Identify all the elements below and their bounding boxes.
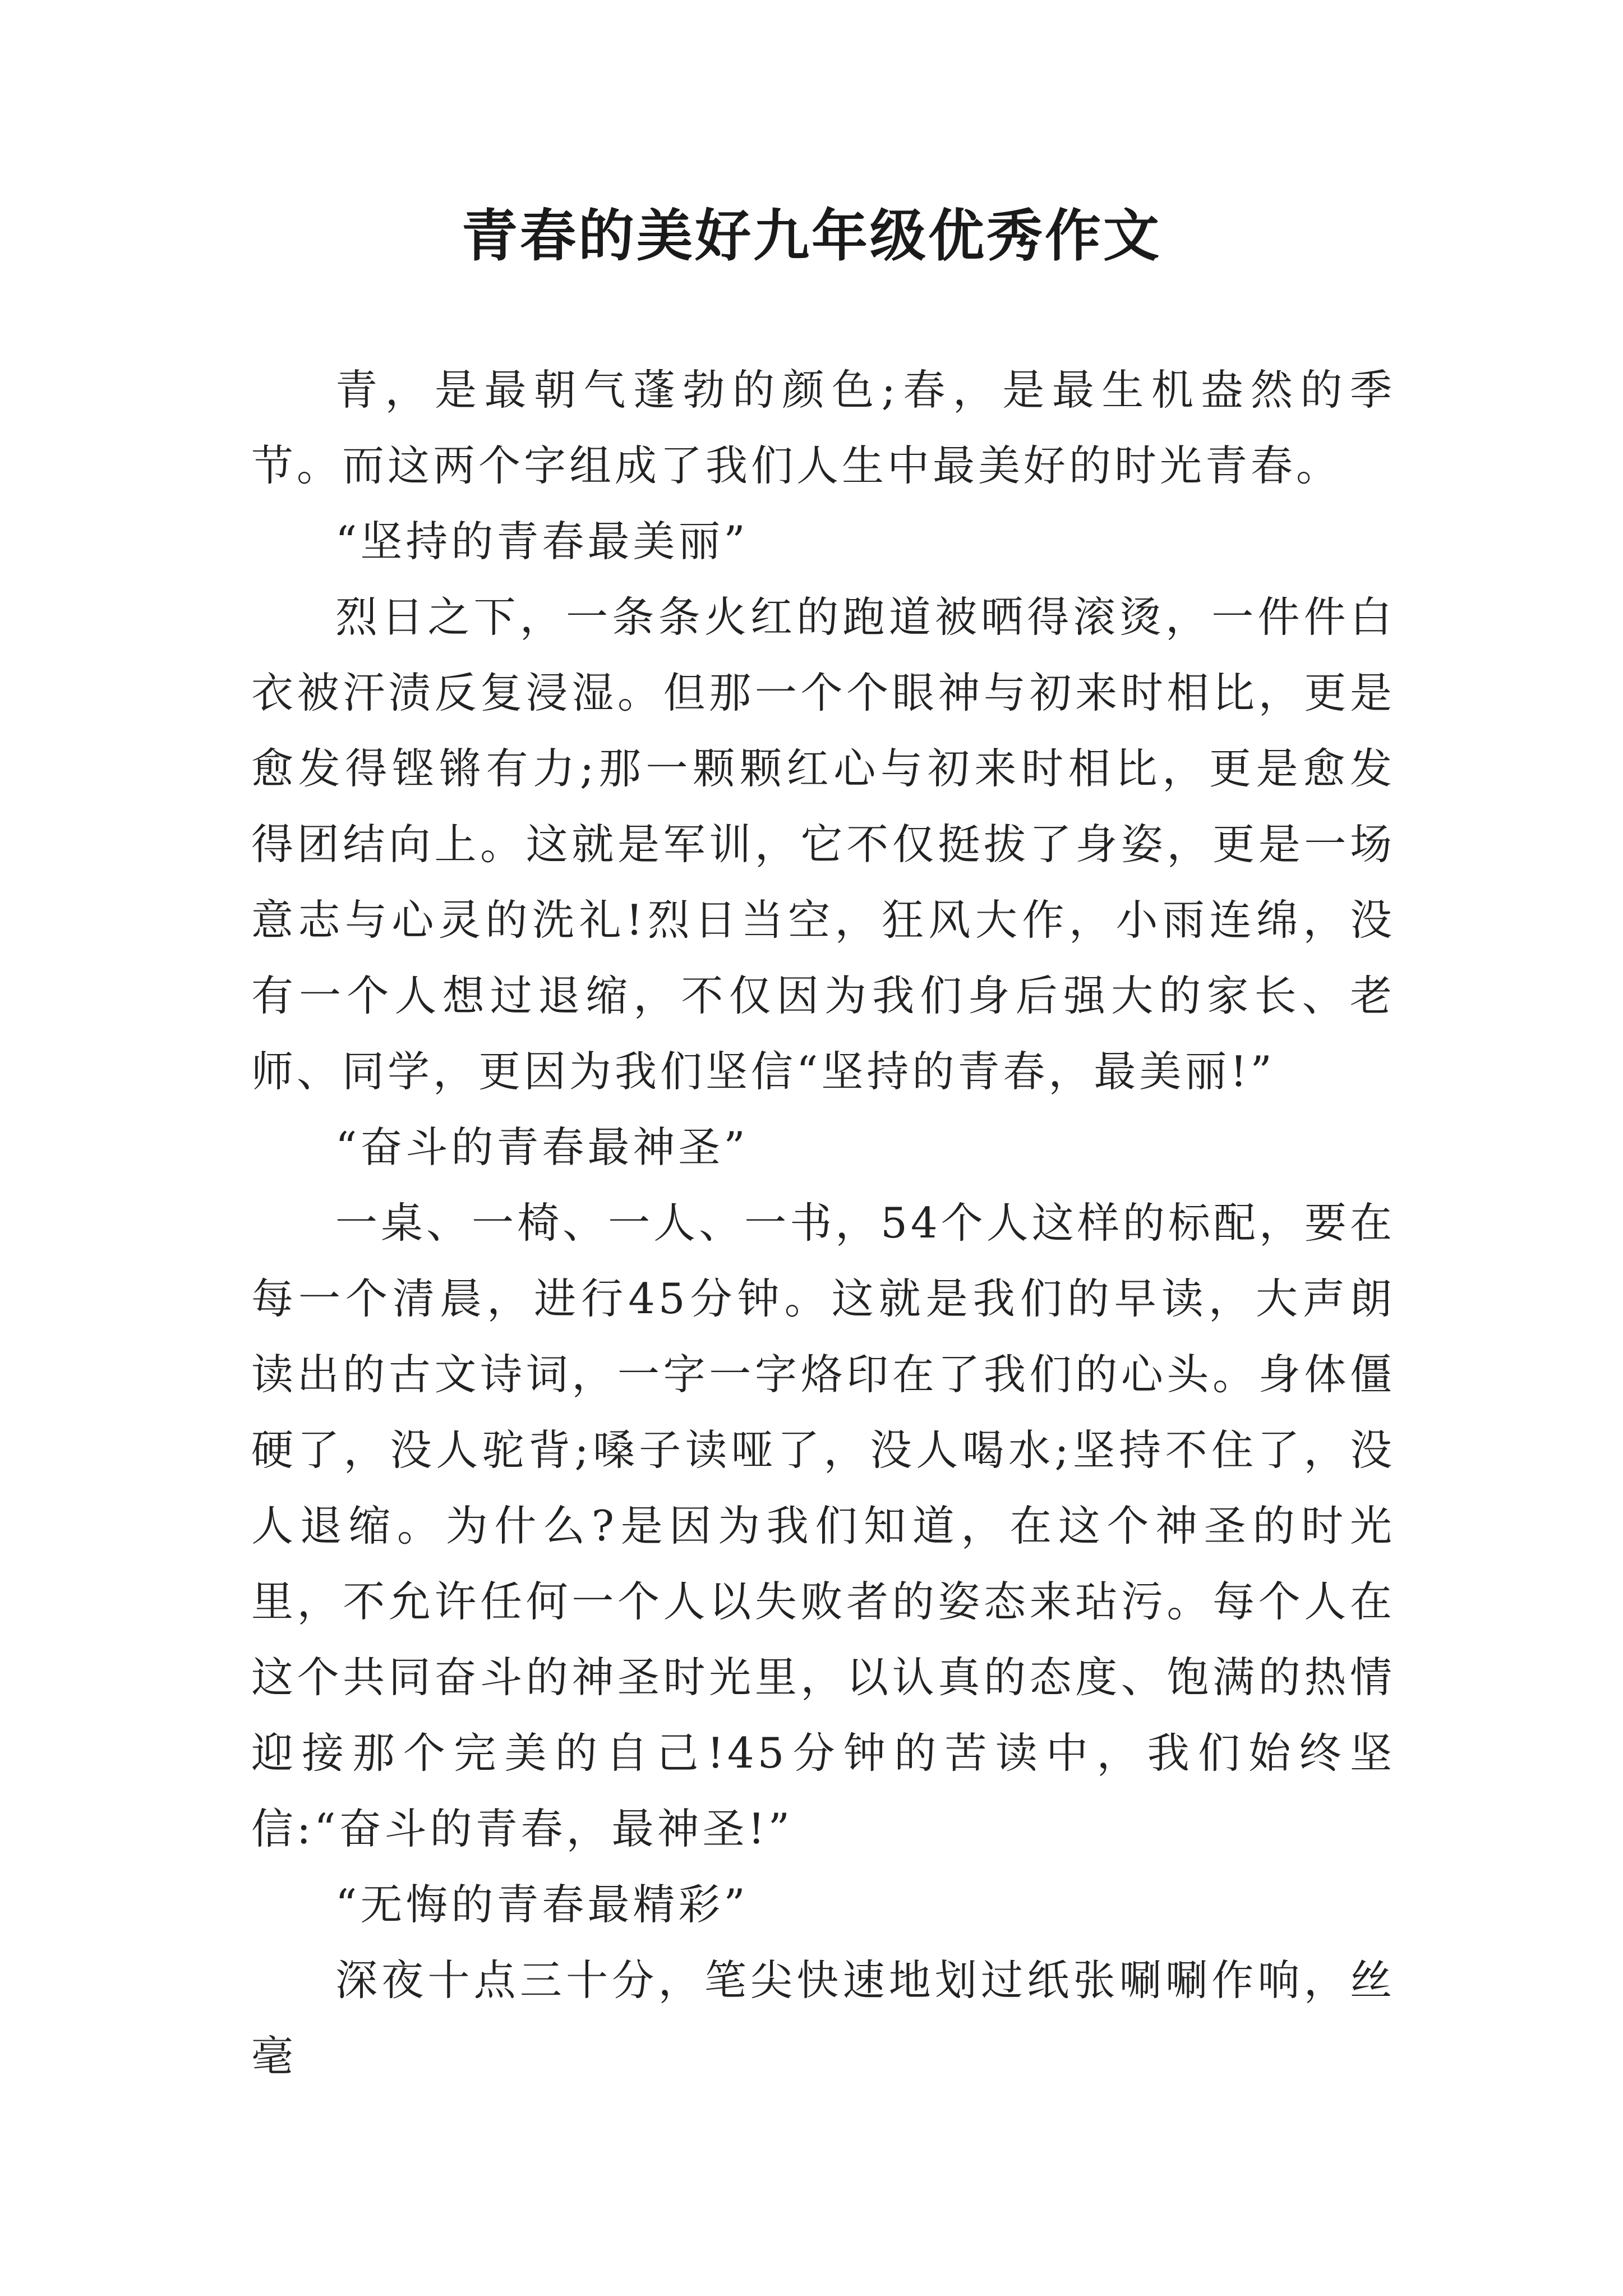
document-body [251, 352, 1395, 2094]
paragraph-late-night: 深夜十点三十分，笔尖快速地划过纸张唰唰作响，丝毫 [251, 1955, 1395, 2081]
document-title: 青春的美好九年级优秀作文 [462, 203, 1161, 269]
paragraph-military-training: 烈日之下，一条条火红的跑道被晒得滚烫，一件件白衣被汗渍反复浸湿。但那一个个眼神与初来时相比，更是愈发得铿锵有力;那一颗颗红心与初来时相比，更是愈发得团结向上。这就是军训，它不仅挺拔了身姿，更是一场意志与心灵的洗礼!烈日当空，狂风大作，小雨连绵，没有一个人想过退缩，不仅因为我们身后强大的家长、老师、同学，更因为我们坚信“坚持的青春，最美丽!” [251, 592, 1395, 1096]
paragraph-morning-reading: 一桌、一椅、一人、一书，54个人这样的标配，要在每一个清晨，进行45分钟。这就是我们的早读，大声朗读出的古文诗词，一字一字烙印在了我们的心头。身体僵硬了，没人驼背;嗓子读哑了，没人喝水;坚持不住了，没人退缩。为什么?是因为我们知道，在这个神圣的时光里，不允许任何一个人以失败者的姿态来玷污。每个人在这个共同奋斗的神圣时光里，以认真的态度、饱满的热情迎接那个完美的自己!45分钟的苦读中，我们始终坚信:“奋斗的青春，最神圣!” [251, 1198, 1395, 1853]
section-heading-struggle: “奋斗的青春最神圣” [335, 1122, 749, 1172]
paragraph-intro: 青，是最朝气蓬勃的颜色;春，是最生机盎然的季节。而这两个字组成了我们人生中最美好的时光青春。 [251, 365, 1395, 490]
section-heading-no-regret: “无悔的青春最精彩” [335, 1880, 749, 1929]
section-heading-persistence: “坚持的青春最美丽” [335, 517, 749, 566]
